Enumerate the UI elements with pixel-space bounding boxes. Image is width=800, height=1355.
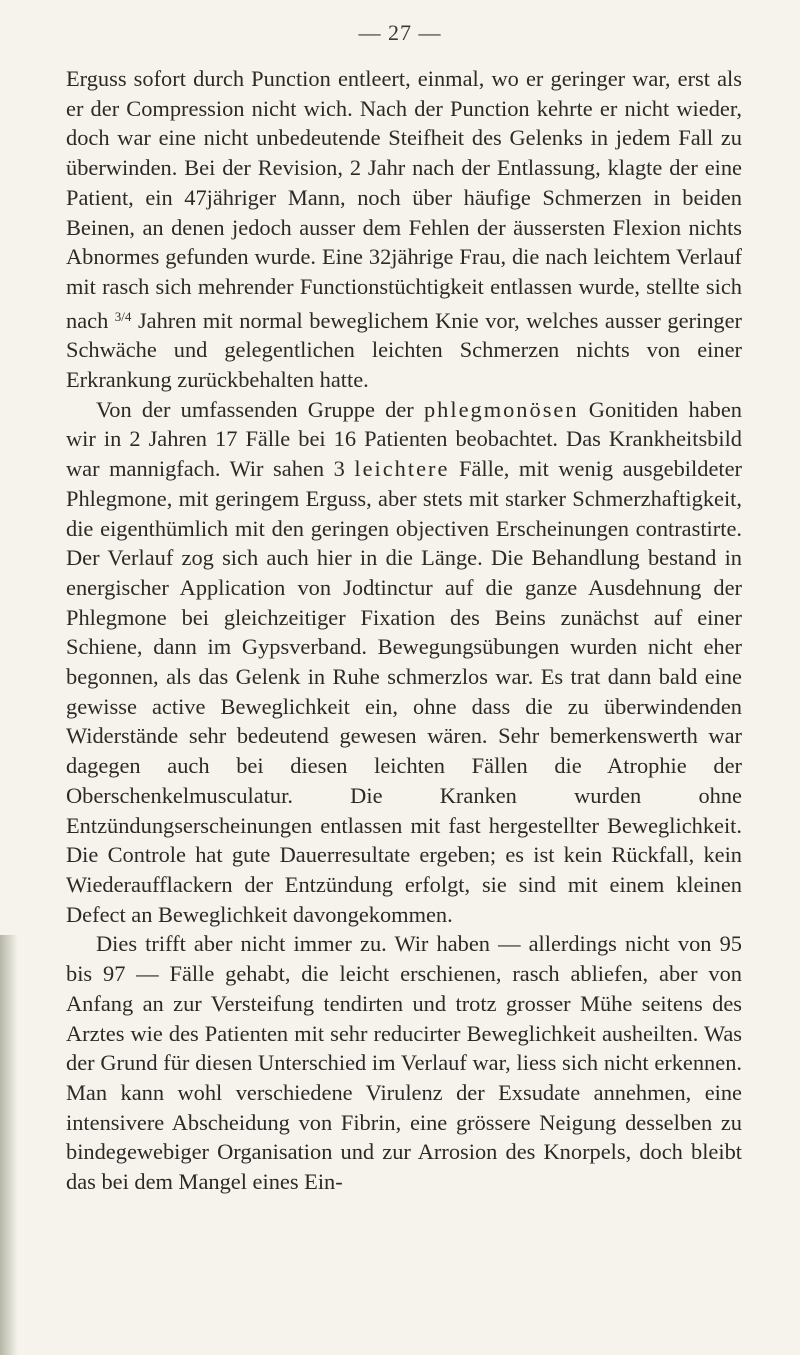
emphasis-text: phlegmonösen xyxy=(423,396,579,422)
text-segment: Dies trifft aber nicht immer zu. Wir haben — allerdings nicht von 95 bis 97 — Fälle gehabt, die leicht erschienen, rasch abliefen, aber von Anfang an zur Versteifung tendirten und trotz grosser Mühe seitens des Arztes wie des Patienten mit sehr reducirter Beweglichkeit ausheilten. Was der Grund für diesen Unterschied im Verlauf war, liess sich nicht erkennen. Man kann wohl verschiedene Virulenz der Exsudate annehmen, eine intensivere Abscheidung von Fibrin, eine grössere Neigung desselben zu bindegewebiger Organisation und zur Arrosion des Knorpels, doch bleibt das bei dem Mangel eines Ein- xyxy=(66,931,742,1195)
paragraph-3 xyxy=(66,929,742,1196)
text-segment: Gonitiden haben wir in 2 Jahren 17 Fälle bei 16 Patienten beobachtet. Das Krankheitsbild war mannigfach. Wir sahen 3 xyxy=(66,396,742,482)
text-segment: Fälle, mit wenig ausgebildeter Phlegmone, mit geringem Erguss, aber stets mit starker Schmerzhaftigkeit, die eigenthümlich mit den geringen objectiven Erscheinungen contrastirte. Der Verlauf zog sich auch hier in die Länge. Die Behandlung bestand in energischer Application von Jodtinctur auf die ganze Ausdehnung der Phlegmone bei gleichzeitiger Fixation des Beins zunächst auf einer Schiene, dann im Gypsverband. Bewegungsübungen wurden nicht eher begonnen, als das Gelenk in Ruhe schmerzlos war. Es trat dann bald eine gewisse active Beweglichkeit ein, ohne dass die zu überwindenden Widerstände sehr bedeutend gewesen wären. Sehr bemerkenswerth war dagegen auch bei diesen leichten Fällen die Atrophie der Oberschenkelmusculatur. Die Kranken wurden ohne Entzündungserscheinungen entlassen mit fast hergestellter Beweglichkeit. Die Controle hat gute Dauerresultate ergeben; es ist kein Rückfall, kein Wiederaufflackern der Entzündung erfolgt, sie sind mit einem kleinen Defect an Beweglichkeit davongekommen. xyxy=(66,456,743,927)
text-segment: Von der umfassenden Gruppe der xyxy=(96,396,424,422)
text-segment: Jahren mit normal beweglichem Knie vor, welches ausser geringer Schwäche und gelegentlichen leichten Schmerzen nichts von einer Erkrankung zurückbehalten hatte. xyxy=(66,307,742,393)
page-edge-shadow xyxy=(0,935,18,1355)
fraction-three-quarters xyxy=(115,308,132,333)
page-number: — 27 — xyxy=(358,20,442,45)
text-segment: Erguss sofort durch Punction entleert, einmal, wo er geringer war, erst als er der Compression nicht wich. Nach der Punction kehrte er nicht wieder, doch war eine nicht unbedeutende Steifheit des Gelenks in jedem Fall zu überwinden. Bei der Revision, 2 Jahr nach der Entlassung, klagte der eine Patient, ein 47jähriger Mann, noch über häufige Schmerzen in beiden Beinen, an denen jedoch ausser dem Fehlen der äussersten Flexion nichts Abnormes gefunden wurde. Eine 32jährige Frau, die nach leichtem Verlauf mit rasch sich mehrender Functionstüchtigkeit entlassen wurde, stellte sich nach xyxy=(66,66,742,333)
body-text xyxy=(66,64,742,1197)
emphasis-text: leichtere xyxy=(354,456,450,482)
paragraph-1 xyxy=(66,64,742,395)
paragraph-2 xyxy=(66,395,742,930)
fraction-text: 3/4 xyxy=(114,308,132,324)
